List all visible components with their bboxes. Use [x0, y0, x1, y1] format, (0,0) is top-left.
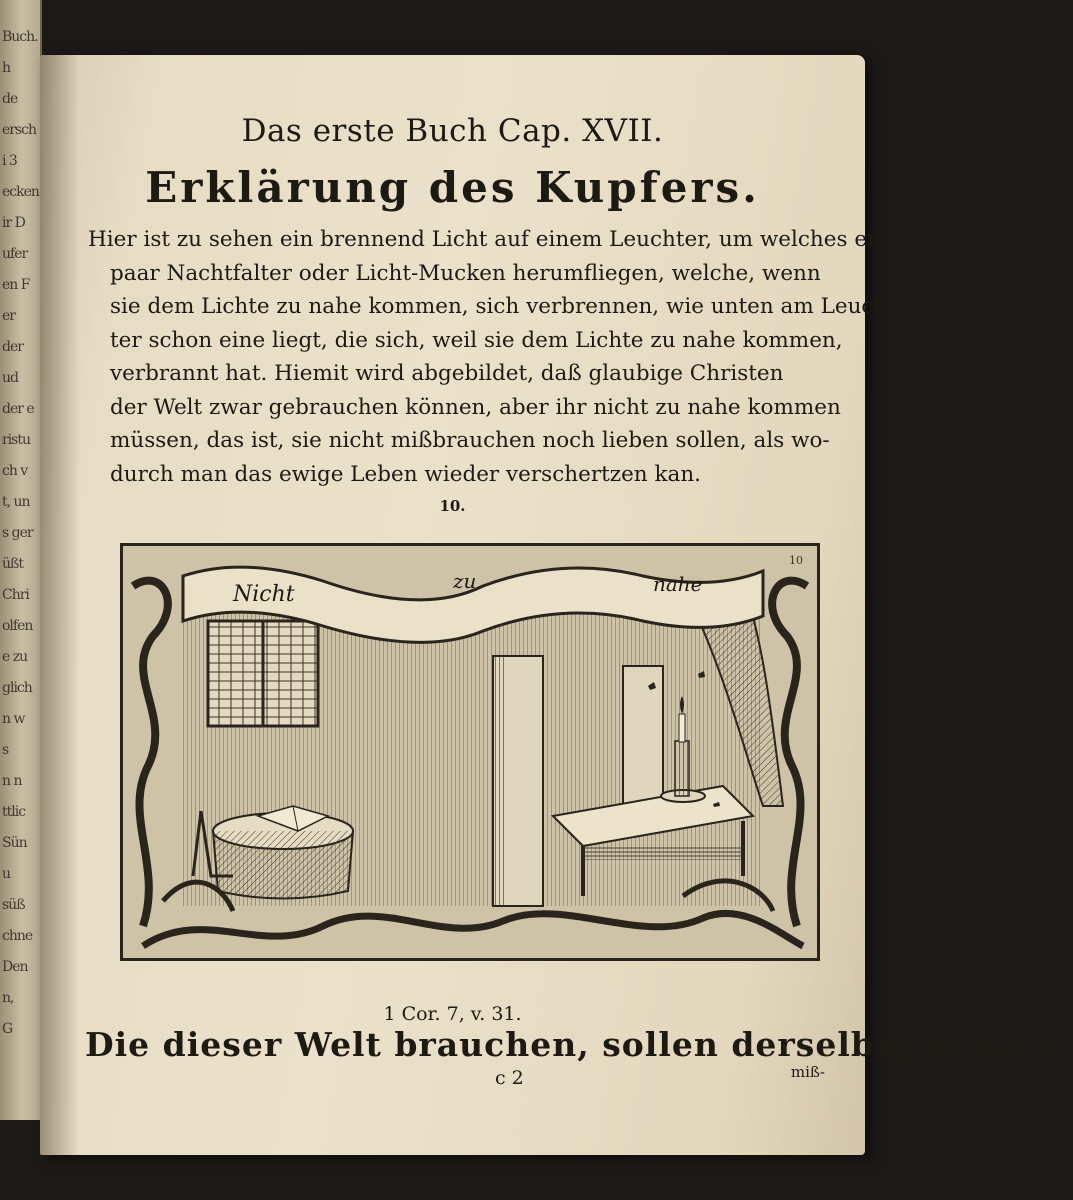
figure-number: 10.	[439, 497, 466, 515]
candle	[679, 714, 685, 742]
adjacent-page-text-fragment: n n	[2, 773, 22, 789]
running-head: Das erste Buch Cap. XVII.	[241, 113, 664, 149]
adjacent-page-text-fragment: u	[2, 866, 11, 882]
body-line: durch man das ewige Leben wieder verschertzen kan.	[110, 461, 702, 487]
adjacent-page-text-fragment: ir D	[2, 215, 25, 231]
adjacent-page-text-fragment: Buch.	[2, 29, 38, 45]
adjacent-page-text-fragment: de	[2, 91, 18, 107]
adjacent-page-text-fragment: t, un	[2, 494, 30, 510]
plate-number: 10	[789, 554, 803, 567]
adjacent-page-text-fragment: ersch	[2, 122, 37, 138]
adjacent-page-text-fragment: n,	[2, 990, 14, 1006]
catchword: miß-	[790, 1063, 825, 1081]
adjacent-page-text-fragment: er	[2, 308, 15, 324]
adjacent-page-text-fragment: glich	[2, 680, 32, 696]
round-table	[213, 831, 353, 899]
motto-line: Die dieser Welt brauchen, sollen derselbigen nicht	[85, 1025, 1073, 1064]
banner-word: Nicht	[233, 582, 295, 607]
adjacent-page-text-fragment: h	[2, 60, 11, 76]
adjacent-page-text-fragment: s ger	[2, 525, 33, 541]
adjacent-page-text-fragment: chne	[2, 928, 33, 944]
adjacent-page-text-fragment: Chri	[2, 587, 29, 603]
adjacent-page-text-fragment: ud	[2, 370, 18, 386]
engraving-image	[123, 546, 817, 958]
body-line: Hier ist zu sehen ein brennend Licht auf einem Leuchter, um welches ein	[88, 227, 888, 252]
adjacent-page-text-fragment: ch v	[2, 463, 28, 479]
bible-citation: 1 Cor. 7, v. 31.	[383, 1003, 522, 1025]
adjacent-page-text-fragment: i 3	[2, 153, 17, 169]
adjacent-page-text-fragment: süß	[2, 897, 25, 913]
adjacent-page-text-fragment: üßt	[2, 556, 23, 572]
adjacent-page-text-fragment: ufer	[2, 246, 28, 262]
body-line: ter schon eine liegt, die sich, weil sie dem Lichte zu nahe kommen,	[110, 327, 843, 353]
signature-mark: c 2	[495, 1067, 524, 1089]
adjacent-page-text-fragment: G	[2, 1021, 13, 1037]
body-line: der Welt zwar gebrauchen können, aber ihr nicht zu nahe kommen	[110, 394, 841, 420]
spine-shadow	[40, 55, 80, 1155]
body-line: verbrannt hat. Hiemit wird abgebildet, daß glaubige Christen	[110, 361, 784, 386]
adjacent-page-edge	[0, 0, 42, 1120]
adjacent-page-text-fragment: e zu	[2, 649, 28, 665]
page-title: Erklärung des Kupfers.	[145, 163, 760, 212]
adjacent-page-text-fragment: ristu	[2, 432, 30, 448]
adjacent-page-text-fragment: n w	[2, 711, 25, 727]
adjacent-page-text-fragment: olfen	[2, 618, 33, 634]
adjacent-page-text-fragment: Sün	[2, 835, 27, 851]
banner-word: zu	[453, 569, 477, 593]
engraving-illustration	[120, 543, 820, 961]
banner-word: nahe	[653, 572, 703, 596]
candlestick	[675, 741, 689, 796]
adjacent-page-text-fragment: ttlic	[2, 804, 26, 820]
body-line: sie dem Lichte zu nahe kommen, sich verbrennen, wie unten am Leuch-	[110, 294, 895, 319]
adjacent-page-text-fragment: ecken	[2, 184, 39, 200]
body-text	[88, 223, 895, 491]
adjacent-page-text-fragment: s	[2, 742, 9, 758]
adjacent-page-text-fragment: der e	[2, 401, 34, 417]
adjacent-page-text-fragment: Den	[2, 959, 28, 975]
body-line: paar Nachtfalter oder Licht-Mucken herumfliegen, welche, wenn	[110, 260, 821, 286]
adjacent-page-text-fragment: der	[2, 339, 23, 355]
adjacent-page-text-fragment: en F	[2, 277, 30, 293]
book-page	[40, 55, 1073, 1155]
body-line: müssen, das ist, sie nicht mißbrauchen noch lieben sollen, als wo-	[110, 428, 830, 453]
